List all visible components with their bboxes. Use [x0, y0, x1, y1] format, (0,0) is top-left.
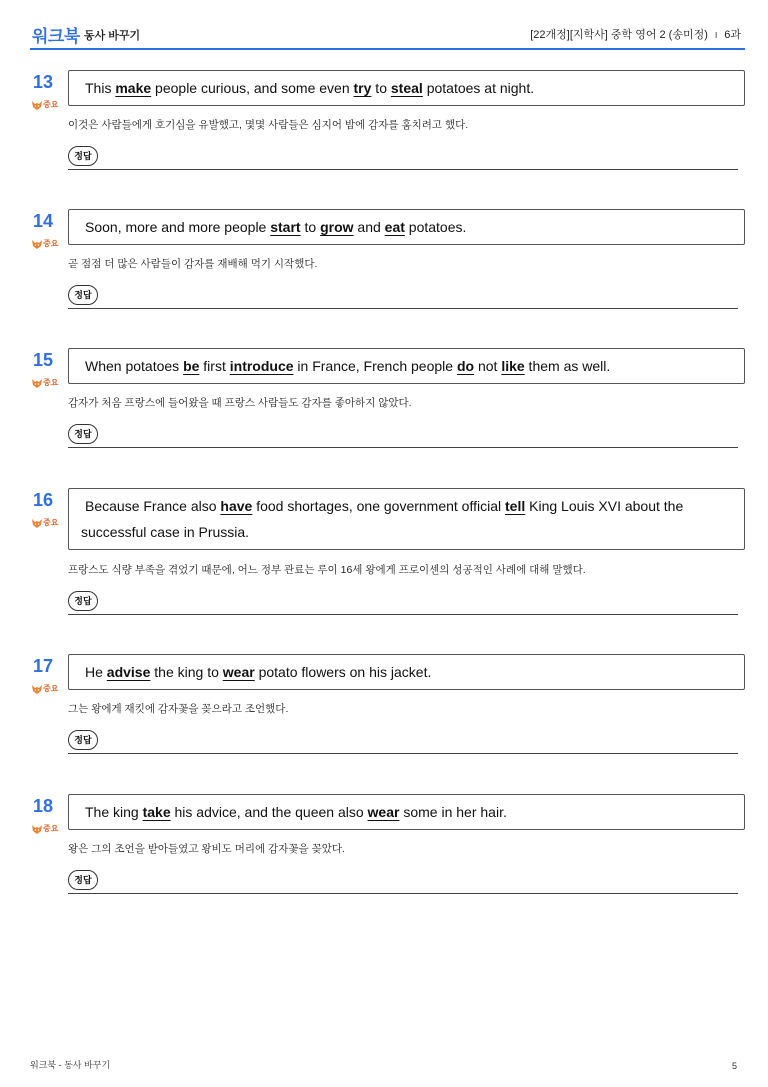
target-verb: advise — [106, 664, 151, 680]
target-verb: eat — [384, 219, 405, 235]
target-verb: grow — [320, 219, 354, 235]
translation-text: 그는 왕에게 재킷에 감자꽃을 꽂으라고 조언했다. — [68, 703, 289, 715]
sentence-text: potatoes. — [404, 219, 467, 235]
divider — [68, 753, 738, 754]
sentence-box — [68, 70, 745, 106]
question-number: 16 — [33, 490, 54, 510]
sentence-box — [68, 348, 745, 384]
question-number: 17 — [33, 656, 54, 676]
divider — [68, 447, 738, 448]
question-number: 18 — [33, 796, 54, 816]
answer-button[interactable]: 정답 — [68, 730, 98, 750]
sentence-text: them as well. — [524, 358, 611, 374]
sentence-text: first — [199, 358, 230, 374]
worksheet-subtitle: 동사 바꾸기 — [84, 30, 141, 42]
fox-icon — [31, 99, 43, 111]
sentence-text: his advice, and the queen also — [170, 804, 368, 820]
sentence-text: King Louis XVI about the successful case in Prussia. — [81, 498, 684, 540]
target-verb: wear — [367, 804, 400, 820]
question-item — [30, 209, 738, 309]
brand-title: 워크북 — [32, 27, 80, 46]
translation-text: 이것은 사람들에게 호기심을 유발했고, 몇몇 사람들은 심지어 밤에 감자를 훔치려고 했다. — [68, 119, 469, 131]
sentence-text: Soon, more and more people — [85, 219, 271, 235]
footer-title: 워크북 - 동사 바꾸기 — [30, 1060, 111, 1070]
translation-text: 곧 점점 더 많은 사람들이 감자를 재배해 먹기 시작했다. — [68, 258, 318, 270]
target-verb: start — [270, 219, 301, 235]
target-verb: take — [142, 804, 171, 820]
sentence-text: in France, French people — [293, 358, 457, 374]
page-header — [30, 18, 745, 50]
sentence-text: not — [474, 358, 502, 374]
fox-icon — [31, 517, 43, 529]
fox-icon — [31, 683, 43, 695]
course-separator: I — [714, 31, 718, 40]
sentence-text: The king — [85, 804, 143, 820]
translation-text: 프랑스도 식량 부족을 겪었기 때문에, 어느 정부 관료는 루이 16세 왕에게 프로이센의 성공적인 사례에 대해 말했다. — [68, 564, 586, 576]
sentence-text: He — [85, 664, 107, 680]
answer-button[interactable]: 정답 — [68, 146, 98, 166]
important-badge — [31, 377, 61, 389]
course-title: [22개정][지학사] 중학 영어 2 (송미정) — [530, 29, 708, 41]
fox-icon — [31, 823, 43, 835]
sentence-text: food shortages, one government official — [252, 498, 506, 514]
important-badge — [31, 99, 61, 111]
important-badge — [31, 683, 61, 695]
sentence-box — [68, 209, 745, 245]
divider — [68, 614, 738, 615]
important-badge — [31, 238, 61, 250]
target-verb: steal — [390, 80, 423, 96]
target-verb: introduce — [229, 358, 294, 374]
fox-icon — [31, 238, 43, 250]
target-verb: make — [115, 80, 152, 96]
badge-label: 중요 — [43, 824, 59, 833]
sentence-box — [68, 794, 745, 830]
target-verb: be — [183, 358, 200, 374]
badge-label: 중요 — [43, 518, 59, 527]
question-number: 14 — [33, 211, 54, 231]
target-verb: have — [220, 498, 253, 514]
question-item — [30, 488, 738, 615]
badge-label: 중요 — [43, 378, 59, 387]
fox-icon — [31, 377, 43, 389]
sentence-text: and — [353, 219, 385, 235]
badge-label: 중요 — [43, 100, 59, 109]
target-verb: like — [501, 358, 525, 374]
target-verb: tell — [505, 498, 526, 514]
lesson-label: 6과 — [724, 29, 741, 41]
sentence-text: some in her hair. — [399, 804, 507, 820]
sentence-text: Because France also — [85, 498, 221, 514]
badge-label: 중요 — [43, 684, 59, 693]
sentence-text: the king to — [150, 664, 223, 680]
sentence-text: potato flowers on his jacket. — [254, 664, 432, 680]
sentence-text: This — [85, 80, 116, 96]
question-number: 13 — [33, 72, 54, 92]
answer-button[interactable]: 정답 — [68, 424, 98, 444]
question-item — [30, 348, 738, 448]
sentence-text: When potatoes — [85, 358, 184, 374]
page-number: 5 — [731, 1061, 737, 1071]
translation-text: 감자가 처음 프랑스에 들어왔을 때 프랑스 사람들도 감자를 좋아하지 않았다. — [68, 397, 412, 409]
answer-button[interactable]: 정답 — [68, 870, 98, 890]
divider — [68, 169, 738, 170]
sentence-box — [68, 654, 745, 690]
question-item — [30, 70, 738, 170]
divider — [68, 308, 738, 309]
important-badge — [31, 823, 61, 835]
target-verb: try — [353, 80, 372, 96]
divider — [68, 893, 738, 894]
sentence-text: people curious, and some even — [151, 80, 354, 96]
sentence-text: to — [371, 80, 391, 96]
question-item — [30, 794, 738, 894]
course-info — [530, 26, 741, 42]
target-verb: wear — [222, 664, 255, 680]
badge-label: 중요 — [43, 239, 59, 248]
answer-button[interactable]: 정답 — [68, 591, 98, 611]
target-verb: do — [456, 358, 475, 374]
question-number: 15 — [33, 350, 54, 370]
translation-text: 왕은 그의 조언을 받아들였고 왕비도 머리에 감자꽃을 꽂았다. — [68, 843, 345, 855]
question-item — [30, 654, 738, 754]
answer-button[interactable]: 정답 — [68, 285, 98, 305]
important-badge — [31, 517, 61, 529]
sentence-text: to — [300, 219, 321, 235]
sentence-box — [68, 488, 745, 550]
sentence-text: potatoes at night. — [422, 80, 535, 96]
